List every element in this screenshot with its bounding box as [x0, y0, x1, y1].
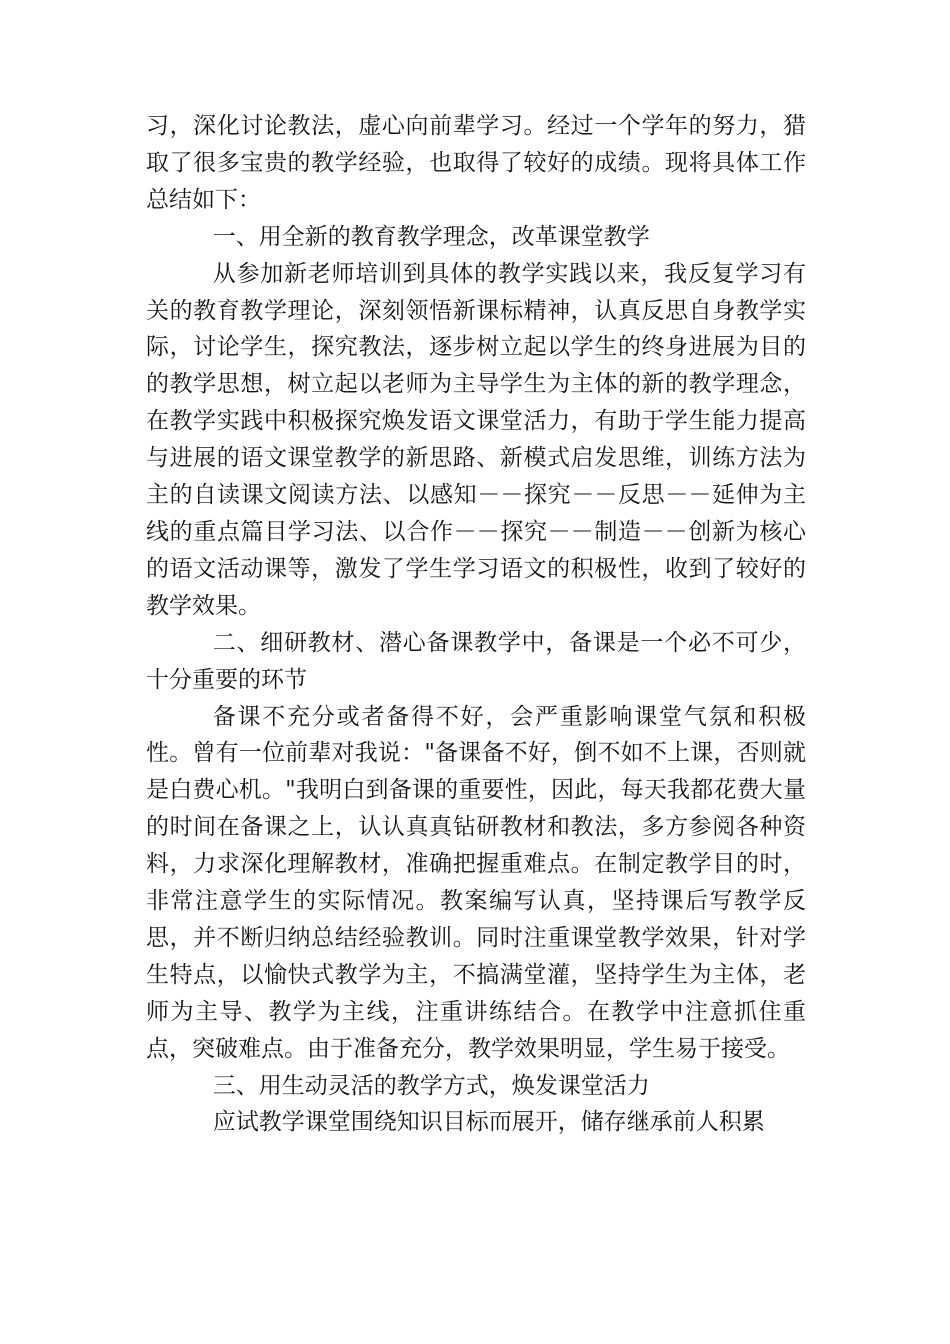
section-heading-3: 三、用生动灵活的教学方式，焕发课堂活力 — [212, 1072, 650, 1099]
paragraph-section-2: 备课不充分或者备得不好，会严重影响课堂气氛和积极性。曾有一位前辈对我说："备课备不好，倒不如不上课，否则就是白费心机。"我明白到备课的重要性，因此，每天我都花费大量的时间在备课之上，认认真真钻研教材和教法，多方参阅各种资料，力求深化理解教材，准确把握重难点。在制定教学目的时，非常注意学生的实际情况。教案编写认真，坚持课后写教学反思，并不断归纳总结经验教训。同时注重课堂教学效果，针对学生特点，以愉快式教学为主，不搞满堂灌，坚持学生为主体，老师为主导、教学为主线，注重讲练结合。在教学中注意抓住重点，突破难点。由于准备充分，教学效果明显，学生易于接受。 — [146, 703, 806, 1062]
section-heading-2: 二、细研教材、潜心备课教学中，备课是一个必不可少，十分重要的环节 — [146, 629, 806, 693]
paragraph-section-1: 从参加新老师培训到具体的教学实践以来，我反复学习有关的教育教学理论，深刻领悟新课标精神，认真反思自身教学实际，讨论学生，探究教法，逐步树立起以学生的终身进展为目的的教学思想，树立起以老师为主导学生为主体的新的教学理念，在教学实践中积极探究焕发语文课堂活力，有助于学生能力提高与进展的语文课堂教学的新思路、新模式启发思维，训练方法为主的自读课文阅读方法、以感知－－探究－－反思－－延伸为主线的重点篇目学习法、以合作－－探究－－制造－－创新为核心的语文活动课等，激发了学生学习语文的积极性，收到了较好的教学效果。 — [146, 260, 806, 619]
section-heading-1: 一、用全新的教育教学理念，改革课堂教学 — [212, 223, 650, 250]
paragraph-section-3: 应试教学课堂围绕知识目标而展开，储存继承前人积累 — [212, 1109, 765, 1136]
paragraph-intro: 习，深化讨论教法，虚心向前辈学习。经过一个学年的努力，猎取了很多宝贵的教学经验，也取得了较好的成绩。现将具体工作总结如下： — [146, 113, 806, 213]
document-page — [146, 108, 806, 1141]
